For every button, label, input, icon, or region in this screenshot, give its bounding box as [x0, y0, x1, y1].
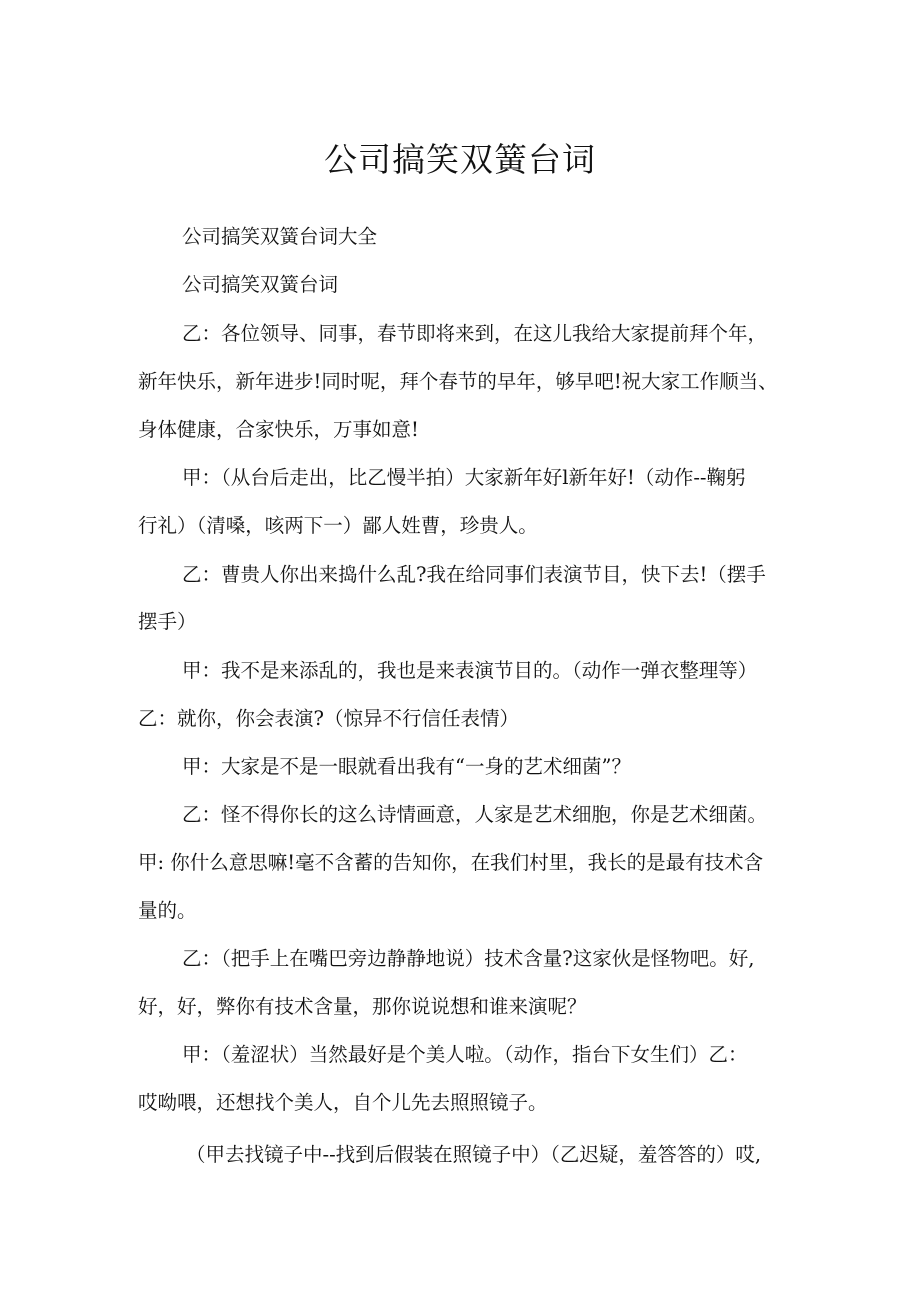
text-line: 甲：大家是不是一眼就看出我有“一身的艺术细菌”？	[182, 755, 631, 778]
text-line: 甲: 你什么意思嘛!毫不含蓄的告知你，在我们村里，我长的是最有技术含	[138, 851, 764, 874]
text-line: 乙：就你，你会表演?（惊异不行信任表情）	[138, 707, 519, 730]
text-line: 甲：我不是来添乱的，我也是来表演节目的。（动作一弹衣整理等）	[182, 659, 758, 682]
text-line: 公司搞笑双簧台词大全	[182, 225, 378, 248]
text-line: 行礼）（清嗓，咳两下一）鄙人姓曹，珍贵人。	[138, 514, 538, 537]
document-title: 公司搞笑双簧台词	[324, 140, 596, 179]
text-line: 摆手）	[138, 610, 197, 633]
text-line: 甲：（从台后走出，比乙慢半拍）大家新年好l新年好!（动作--鞠躬	[182, 466, 746, 489]
text-line: 乙：曹贵人你出来捣什么乱?我在给同事们表演节目，快下去!（摆手	[182, 563, 766, 586]
text-line: 身体健康，合家快乐，万事如意!	[138, 418, 419, 441]
text-line: 乙：怪不得你长的这么诗情画意，人家是艺术细胞，你是艺术细菌。	[182, 803, 768, 826]
text-line: 乙：各位领导、同事，春节即将来到，在这儿我给大家提前拜个年，	[182, 322, 768, 345]
text-line: 公司搞笑双簧台词	[182, 273, 339, 296]
text-line: （甲去找镜子中--找到后假装在照镜子中）（乙迟疑，羞答答的）哎,	[186, 1143, 762, 1166]
text-line: 甲：（羞涩状）当然最好是个美人啦。（动作，指台下女生们）乙：	[182, 1043, 748, 1066]
text-line: 乙：（把手上在嘴巴旁边静静地说）技术含量?这家伙是怪物吧。好,	[182, 947, 755, 970]
text-line: 好，好，弊你有技术含量，那你说说想和谁来演呢？	[138, 995, 587, 1018]
text-line: 量的。	[138, 899, 197, 922]
text-line: 哎呦喂，还想找个美人，自个儿先去照照镜子。	[138, 1091, 548, 1114]
text-line: 新年快乐，新年进步!同时呢，拜个春节的早年，够早吧!祝大家工作顺当、	[138, 370, 778, 393]
